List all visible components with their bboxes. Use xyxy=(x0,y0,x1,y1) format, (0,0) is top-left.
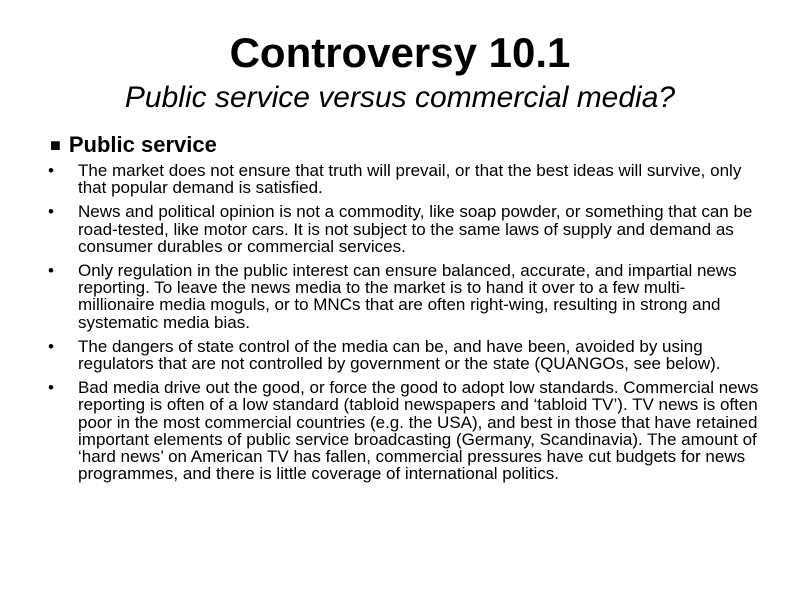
bullet-text: Bad media drive out the good, or force the good to adopt low standards. Commercial news reporting is often of a low standard (tabloid newspapers and ‘tabloid TV’). TV news is often poor in the most commercial countries (e.g. the USA), and best in those that have retained important elements of public service broadcasting (Germany, Scandinavia). The amount of ‘hard news’ on American TV has fallen, commercial pressures have cut budgets for news programmes, and there is little coverage of international politics. xyxy=(78,378,759,484)
slide-subtitle: Public service versus commercial media? xyxy=(124,81,676,114)
list-item xyxy=(48,379,760,482)
bullet-icon: • xyxy=(48,378,54,398)
bullet-text: Only regulation in the public interest can ensure balanced, accurate, and impartial news reporting. To leave the news media to the market is to hand it over to a few multi-millionaire media moguls, or to MNCs that are often right-wing, resulting in strong and systematic media bias. xyxy=(78,261,737,332)
bullet-text: The dangers of state control of the media can be, and have been, avoided by using regulators that are not controlled by government or the state (QUANGOs, see below). xyxy=(78,336,721,374)
list-item xyxy=(48,338,760,372)
list-item xyxy=(48,262,760,331)
bullet-list xyxy=(48,162,760,489)
bullet-text: News and political opinion is not a commodity, like soap powder, or something that can be road-tested, like motor cars. It is not subject to the same laws of supply and demand as consumer durables or commercial services. xyxy=(78,202,753,256)
section-heading xyxy=(50,130,217,160)
square-bullet-icon: ■ xyxy=(50,135,61,155)
list-item xyxy=(48,203,760,255)
bullet-text: The market does not ensure that truth will prevail, or that the best ideas will survive, only that popular demand is satisfied. xyxy=(78,161,742,198)
list-item xyxy=(48,162,760,196)
section-heading-label: Public service xyxy=(68,132,217,157)
bullet-icon: • xyxy=(48,161,54,180)
bullet-icon: • xyxy=(48,336,54,356)
slide-title: Controversy 10.1 xyxy=(229,29,571,76)
bullet-icon: • xyxy=(48,202,54,222)
bullet-icon: • xyxy=(48,261,54,281)
